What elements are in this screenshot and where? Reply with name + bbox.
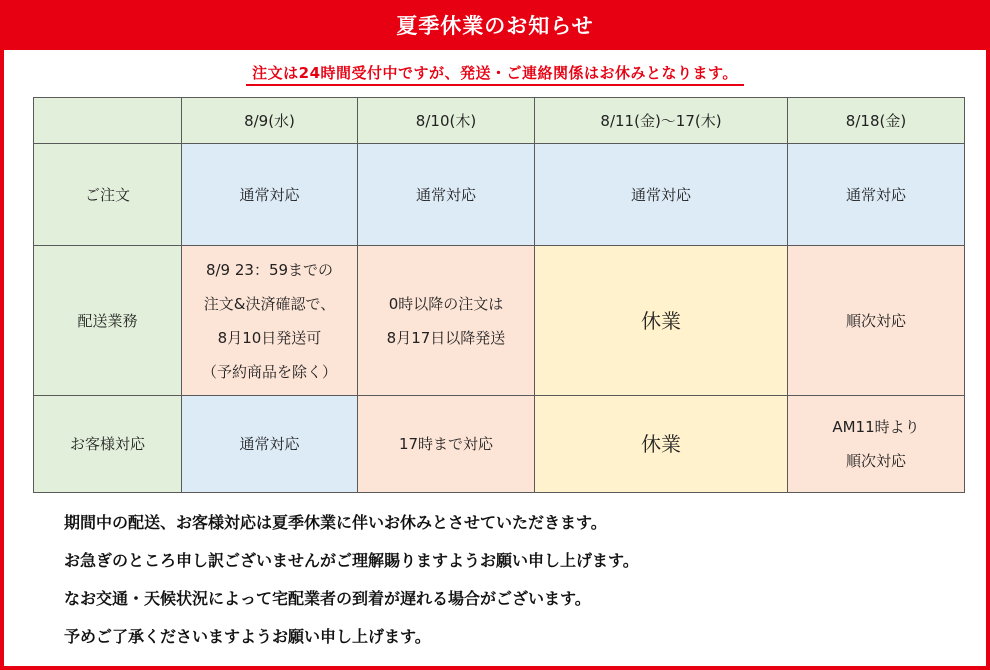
cell-text: 休業 [641, 432, 681, 456]
footer-line: 期間中の配送、お客様対応は夏季休業に伴いお休みとさせていただきます。 [64, 513, 607, 532]
cell-text: 順次対応 [845, 311, 906, 330]
cell-text: 休業 [641, 308, 681, 333]
cell-order-0818 [788, 144, 965, 246]
cell-text: 注文&決済確認で、 [203, 294, 336, 313]
cell-text: 通常対応 [239, 185, 300, 204]
cell-text: AM11時より [832, 418, 920, 436]
header-date: 8/18(金) [788, 98, 965, 144]
footer-line: 予めご了承くださいますようお願い申し上げます。 [64, 627, 431, 646]
header-date: 8/11(金)～17(木) [535, 98, 788, 144]
cell-support-0818 [788, 396, 965, 493]
notice-line [4, 62, 986, 83]
banner-title: 夏季休業のお知らせ [0, 0, 990, 50]
row-label-shipping: 配送業務 [34, 246, 182, 396]
cell-text: 通常対応 [845, 185, 906, 204]
cell-shipping-0810 [358, 246, 535, 396]
cell-support-0811-17 [535, 396, 788, 493]
cell-support-0810 [358, 396, 535, 493]
header-date: 8/9(水) [182, 98, 358, 144]
footer-line: お急ぎのところ申し訳ございませんがご理解賜りますようお願い申し上げます。 [64, 551, 639, 570]
row-support [34, 396, 965, 493]
header-corner [34, 98, 182, 144]
cell-shipping-0811-17 [535, 246, 788, 396]
cell-text: 17時まで対応 [398, 435, 494, 453]
row-label-support: お客様対応 [34, 396, 182, 493]
footer-line: なお交通・天候状況によって宅配業者の到着が遅れる場合がございます。 [64, 589, 591, 608]
cell-text: 順次対応 [845, 452, 906, 470]
cell-text: 通常対応 [415, 185, 476, 204]
row-shipping [34, 246, 965, 396]
header-date: 8/10(木) [358, 98, 535, 144]
footer-message [64, 504, 639, 656]
header-row [34, 98, 965, 144]
cell-shipping-0809 [182, 246, 358, 396]
cell-text: 8月17日以降発送 [386, 328, 506, 347]
cell-text: （予約商品を除く） [201, 362, 337, 381]
cell-shipping-0818 [788, 246, 965, 396]
cell-text: 通常対応 [239, 435, 300, 453]
cell-text: 8/9 23：59までの [205, 260, 334, 279]
row-order [34, 144, 965, 246]
cell-support-0809 [182, 396, 358, 493]
cell-order-0811-17 [535, 144, 788, 246]
notice-text: 注文は24時間受付中ですが、発送・ご連絡関係はお休みとなります。 [246, 64, 744, 86]
cell-text: 0時以降の注文は [388, 294, 504, 313]
cell-order-0809 [182, 144, 358, 246]
cell-order-0810 [358, 144, 535, 246]
schedule-table [33, 97, 965, 493]
cell-text: 通常対応 [630, 185, 691, 204]
row-label-order: ご注文 [34, 144, 182, 246]
cell-text: 8月10日発送可 [217, 328, 322, 347]
